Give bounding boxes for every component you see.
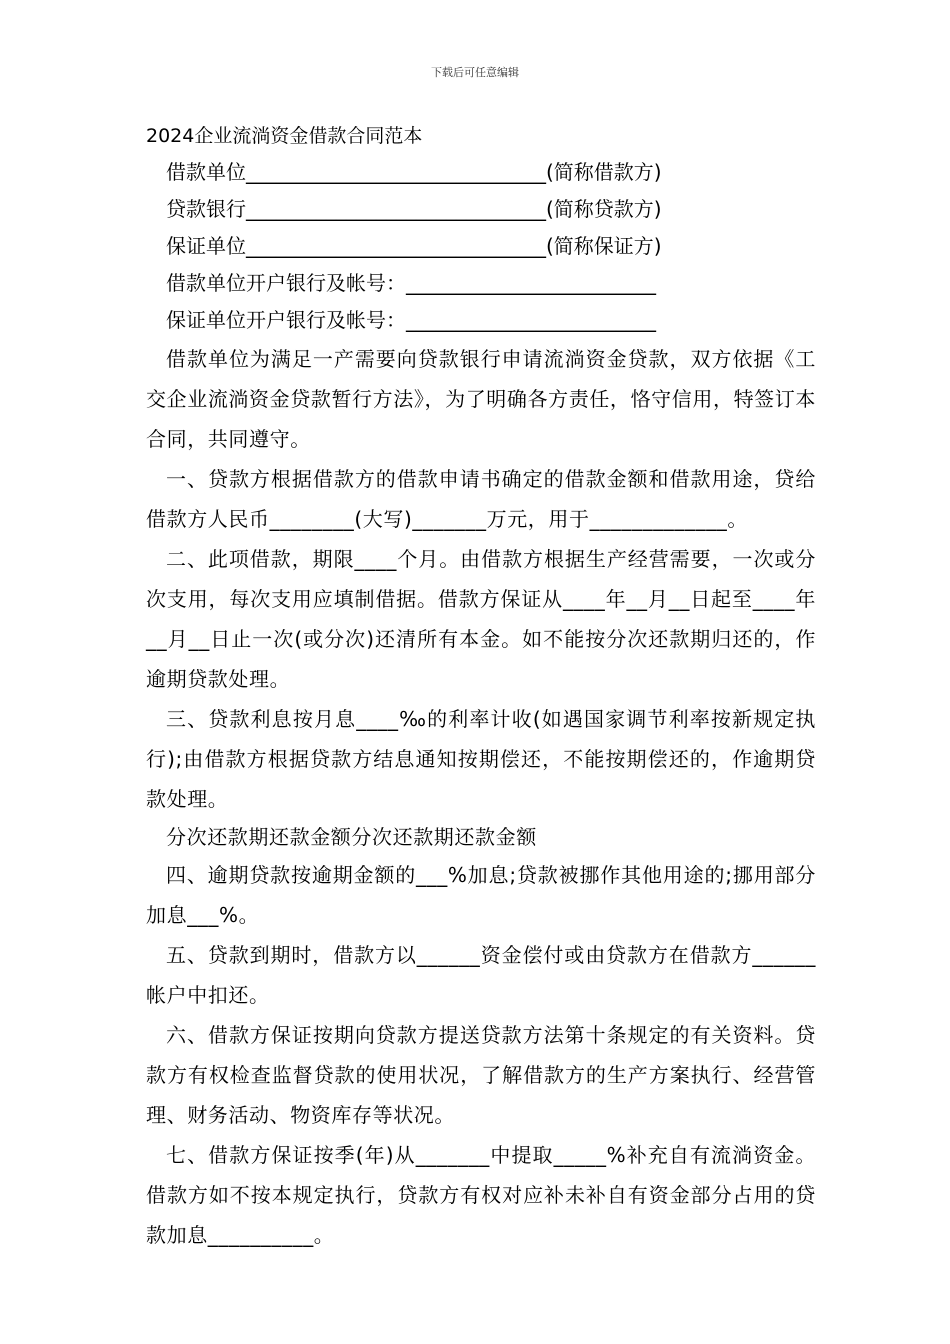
borrower-account-field: 借款单位开户银行及帐号：_________________________ <box>166 271 656 295</box>
clause-5: 五、贷款到期时，借款方以______资金偿付或由贷款方在借款方______帐户中扣还。 <box>146 943 816 1007</box>
borrower-field: 借款单位______________________________(简称借款方) <box>166 160 662 184</box>
lender-field: 贷款银行______________________________(简称贷款方) <box>166 197 662 221</box>
clause-4: 四、逾期贷款按逾期金额的___%加息;贷款被挪作其他用途的;挪用部分加息___%。 <box>146 863 816 927</box>
installment-heading: 分次还款期还款金额分次还款期还款金额 <box>166 825 537 849</box>
clause-3: 三、贷款利息按月息____‰的利率计收(如遇国家调节利率按新规定执行);由借款方根据贷款方结息通知按期偿还，不能按期偿还的，作逾期贷款处理。 <box>146 707 816 811</box>
preamble-paragraph: 借款单位为满足一产需要向贷款银行申请流淌资金贷款，双方依据《工交企业流淌资金贷款暂行方法》，为了明确各方责任，恪守信用，特签订本合同，共同遵守。 <box>146 347 816 451</box>
clause-7: 七、借款方保证按季(年)从_______中提取_____%补充自有流淌资金。借款方如不按本规定执行，贷款方有权对应补未补自有资金部分占用的贷款加息__________。 <box>146 1143 816 1247</box>
guarantor-account-field: 保证单位开户银行及帐号：_________________________ <box>166 308 656 332</box>
clause-1: 一、贷款方根据借款方的借款申请书确定的借款金额和借款用途，贷给借款方人民币________(大写)_______万元，用于_____________。 <box>146 467 816 531</box>
page-header: 下载后可任意编辑 <box>431 66 519 79</box>
clause-6: 六、借款方保证按期向贷款方提送贷款方法第十条规定的有关资料。贷款方有权检查监督贷款的使用状况，了解借款方的生产方案执行、经营管理、财务活动、物资库存等状况。 <box>146 1023 816 1127</box>
document-title: 2024企业流淌资金借款合同范本 <box>146 125 423 147</box>
contract-body <box>146 118 816 1255</box>
clause-2: 二、此项借款，期限____个月。由借款方根据生产经营需要，一次或分次支用，每次支用应填制借据。借款方保证从____年__月__日起至____年__月__日止一次(或分次)还清所有本金。如不能按分次还款期归还的，作逾期贷款处理。 <box>146 547 816 691</box>
guarantor-field: 保证单位______________________________(简称保证方) <box>166 234 662 258</box>
